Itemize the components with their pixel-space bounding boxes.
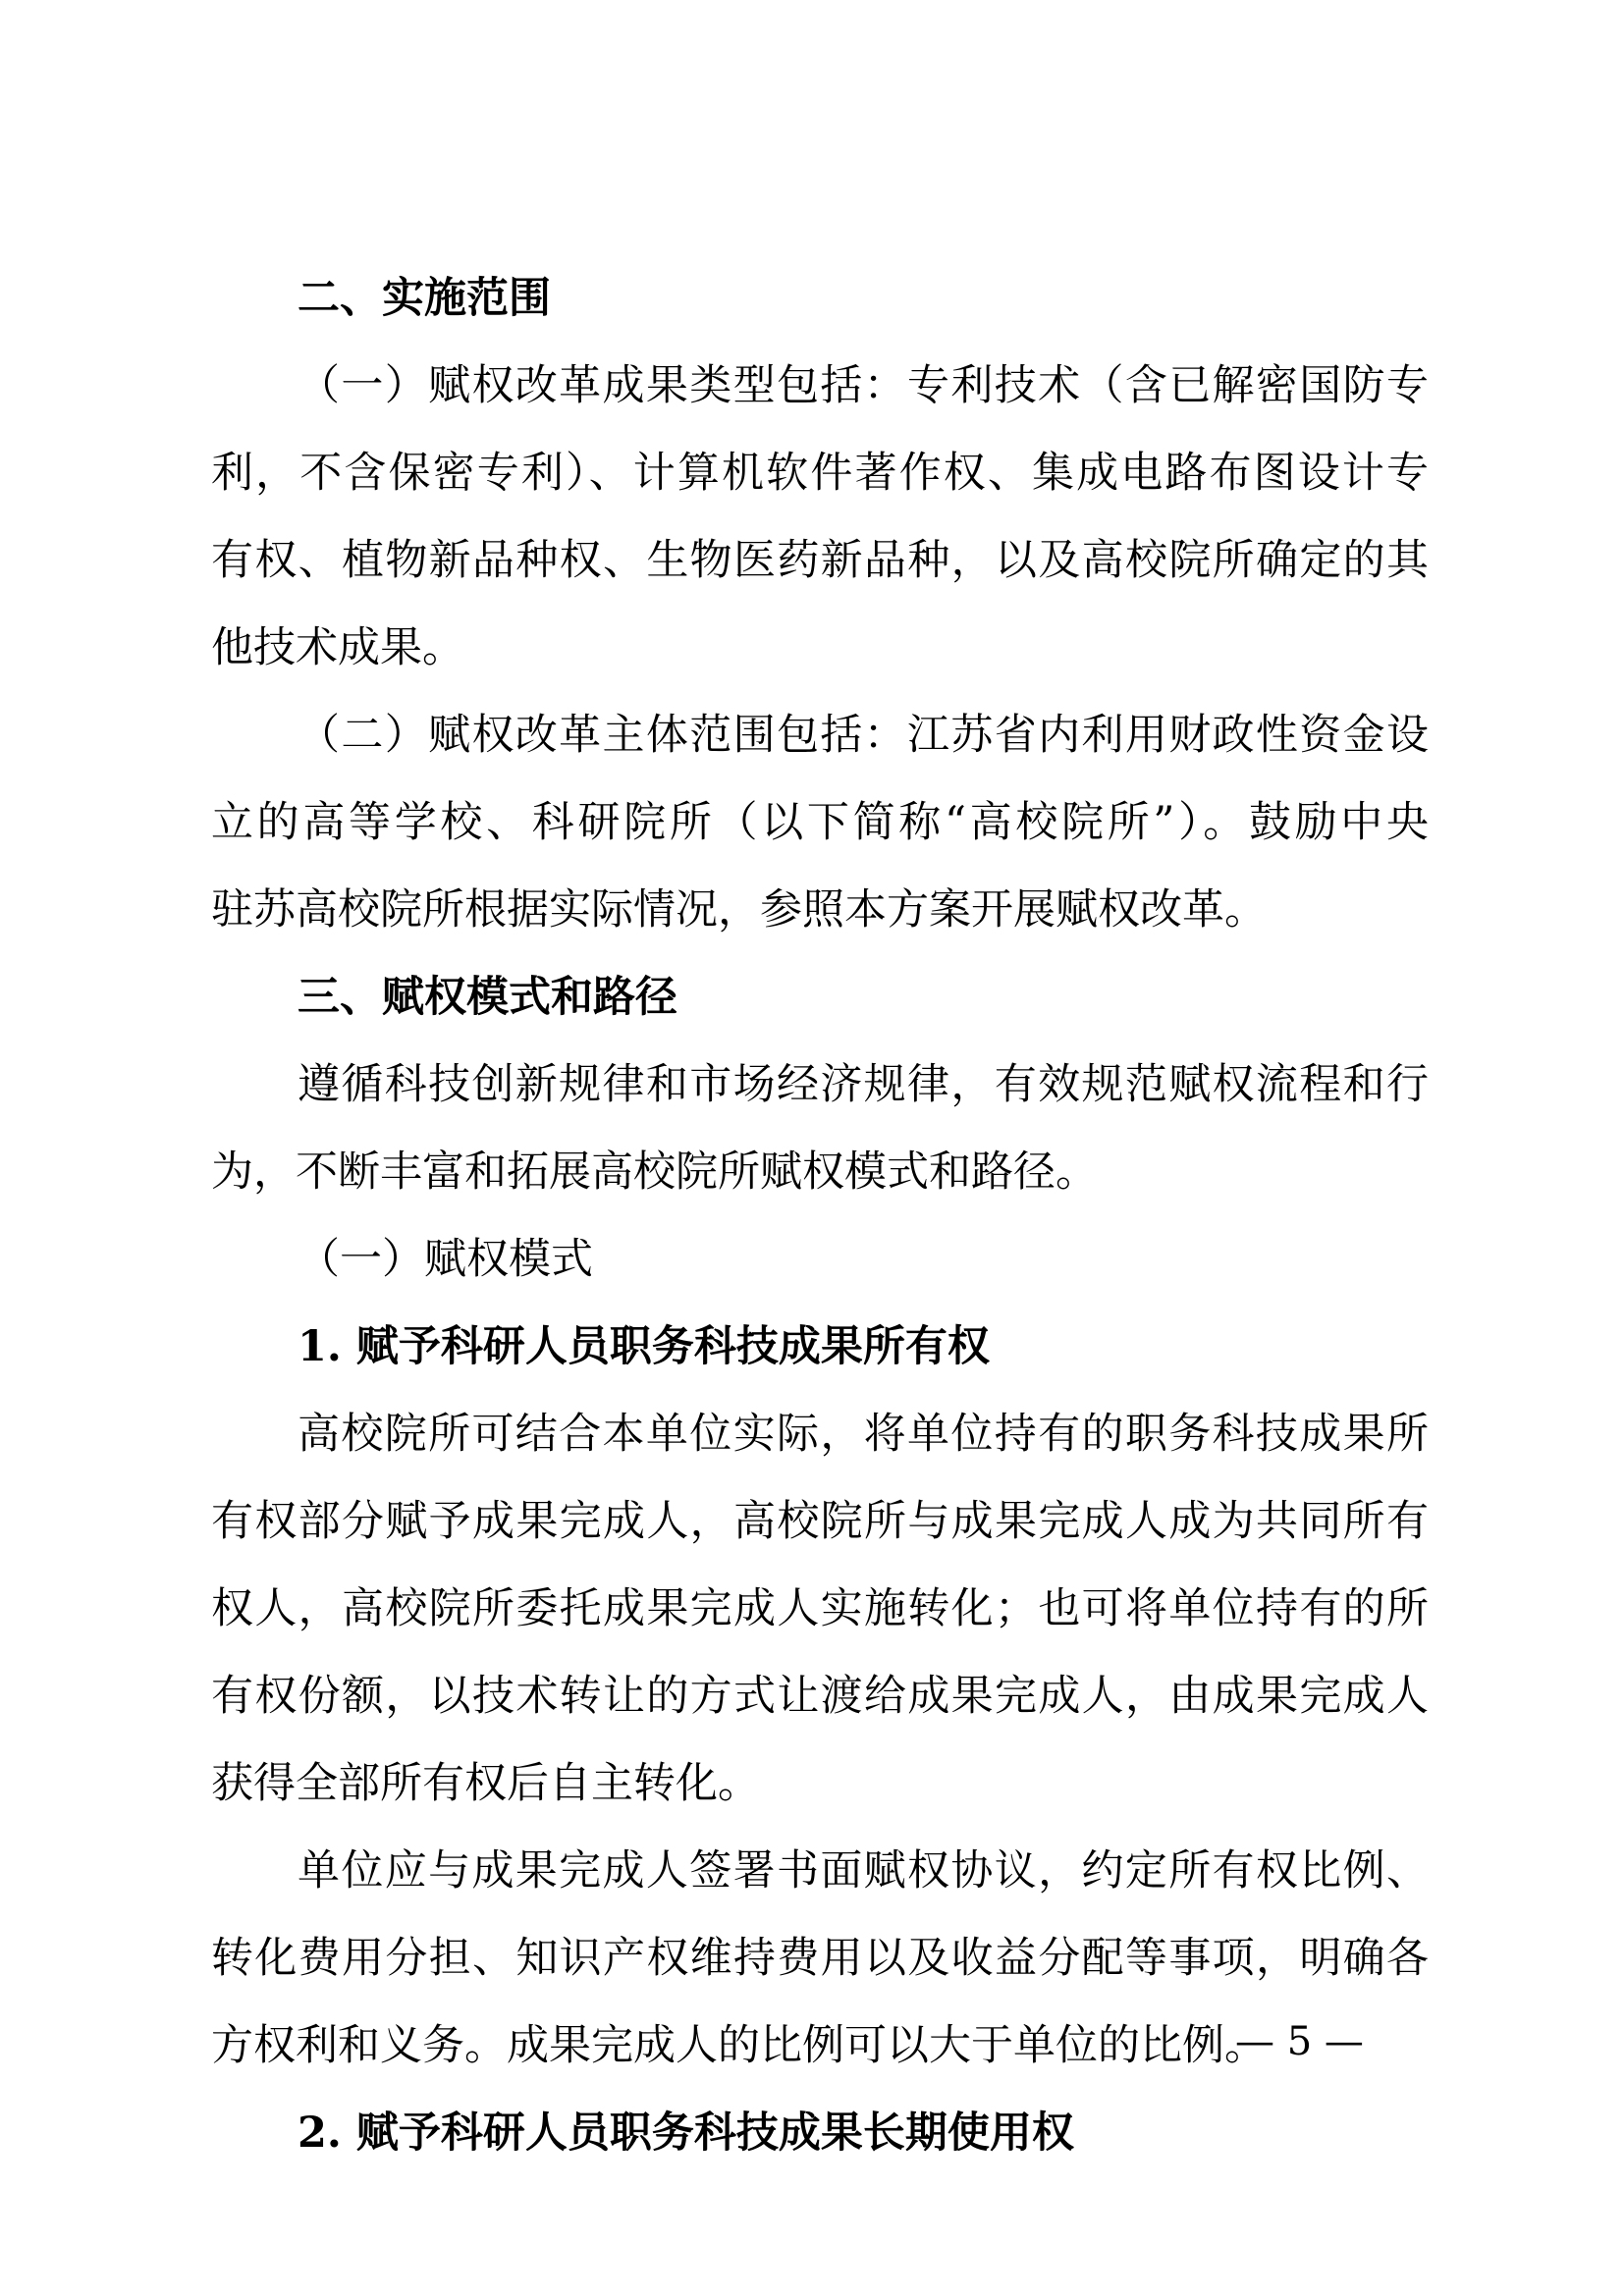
paragraph-line: 转化费用分担、知识产权维持费用以及收益分配等事项，明确各	[211, 1934, 1429, 1983]
paragraph-line: 有权部分赋予成果完成人，高校院所与成果完成人成为共同所有	[211, 1497, 1429, 1546]
paragraph-line: （一）赋权改革成果类型包括：专利技术（含已解密国防专	[298, 361, 1429, 410]
section-heading-scope: 二、实施范围	[298, 274, 551, 323]
paragraph-line: 驻苏高校院所根据实际情况，参照本方案开展赋权改革。	[211, 885, 1267, 934]
paragraph-line: 权人，高校院所委托成果完成人实施转化；也可将单位持有的所	[211, 1584, 1429, 1633]
paragraph-line: 立的高等学校、科研院所（以下简称“高校院所”）。鼓励中央	[211, 798, 1429, 847]
paragraph-line: 有权、植物新品种权、生物医药新品种，以及高校院所确定的其	[211, 536, 1429, 585]
page-number: — 5 —	[1235, 2019, 1364, 2064]
paragraph-line: （二）赋权改革主体范围包括：江苏省内利用财政性资金设	[298, 711, 1429, 760]
section-heading-modes: 三、赋权模式和路径	[298, 973, 677, 1022]
paragraph-line: 方权利和义务。成果完成人的比例可以大于单位的比例。	[211, 2021, 1267, 2070]
paragraph-line: 他技术成果。	[211, 623, 464, 672]
paragraph-line: 遵循科技创新规律和市场经济规律，有效规范赋权流程和行	[298, 1060, 1429, 1109]
subsection-heading: （一）赋权模式	[298, 1235, 593, 1284]
paragraph-line: 有权份额，以技术转让的方式让渡给成果完成人，由成果完成人	[211, 1672, 1429, 1721]
paragraph-line: 为，不断丰富和拓展高校院所赋权模式和路径。	[211, 1148, 1098, 1197]
paragraph-line: 高校院所可结合本单位实际，将单位持有的职务科技成果所	[298, 1410, 1429, 1459]
item-heading-usage-right: 2. 赋予科研人员职务科技成果长期使用权	[298, 2109, 1074, 2158]
item-heading-ownership: 1. 赋予科研人员职务科技成果所有权	[298, 1322, 990, 1371]
paragraph-line: 单位应与成果完成人签署书面赋权协议，约定所有权比例、	[298, 1846, 1429, 1896]
paragraph-line: 获得全部所有权后自主转化。	[211, 1759, 760, 1808]
paragraph-line: 利，不含保密专利）、计算机软件著作权、集成电路布图设计专	[211, 449, 1429, 498]
